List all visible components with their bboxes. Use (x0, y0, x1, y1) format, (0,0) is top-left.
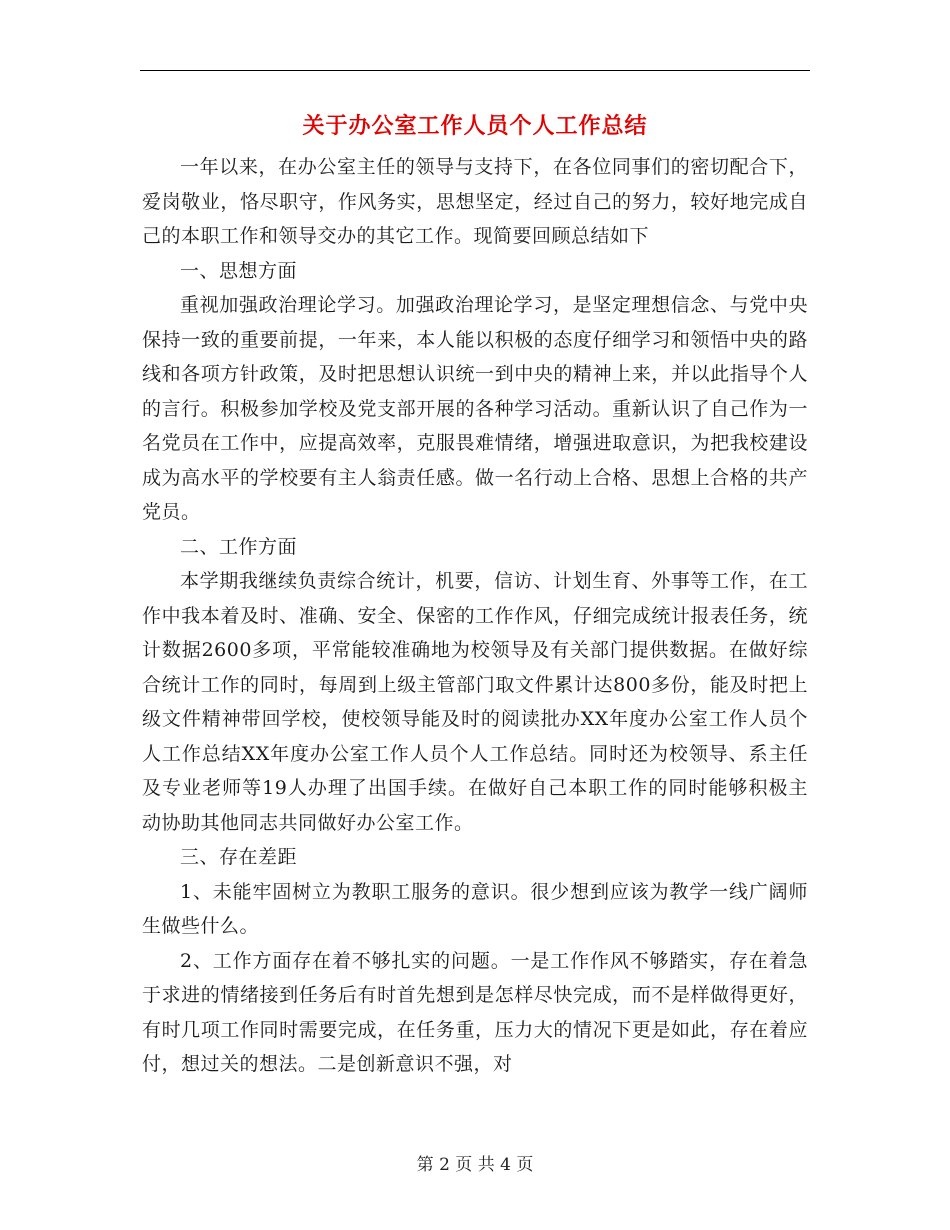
document-body (142, 150, 808, 1082)
section-heading-gaps: 三、存在差距 (180, 846, 298, 868)
page-footer: 第 2 页 共 4 页 (416, 1155, 534, 1175)
paragraph-gap-1: 1、未能牢固树立为教职工服务的意识。很少想到应该为教学一线广阔师生做些什么。 (142, 880, 808, 937)
paragraph-work: 本学期我继续负责综合统计，机要，信访、计划生育、外事等工作，在工作中我本着及时、准确、安全、保密的工作作风，仔细完成统计报表任务，统计数据2600多项，平常能较准确地为校领导及有关部门提供数据。在做好综合统计工作的同时，每周到上级主管部门取文件累计达800多份，能及时把上级文件精神带回学校，使校领导能及时的阅读批办XX年度办公室工作人员个人工作总结XX年度办公室工作人员个人工作总结。同时还为校领导、系主任及专业老师等19人办理了出国手续。在做好自己本职工作的同时能够积极主动协助其他同志共同做好办公室工作。 (142, 570, 808, 834)
section-heading-work: 二、工作方面 (180, 535, 298, 558)
section-heading-thought: 一、思想方面 (180, 259, 298, 282)
document-title: 关于办公室工作人员个人工作总结 (302, 113, 648, 139)
header-rule (140, 70, 810, 71)
paragraph-gap-2: 2、工作方面存在着不够扎实的问题。一是工作作风不够踏实，存在着急于求进的情绪接到任务后有时首先想到是怎样尽快完成，而不是样做得更好，有时几项工作同时需要完成，在任务重，压力大的情况下更是如此，存在着应付，想过关的想法。二是创新意识不强，对 (142, 949, 808, 1075)
paragraph-intro: 一年以来，在办公室主任的领导与支持下，在各位同事们的密切配合下，爱岗敬业，恪尽职守，作风务实，思想坚定，经过自己的努力，较好地完成自己的本职工作和领导交办的其它工作。现简要回顾总结如下 (142, 156, 808, 247)
paragraph-thought: 重视加强政治理论学习。加强政治理论学习，是坚定理想信念、与党中央保持一致的重要前提，一年来，本人能以积极的态度仔细学习和领悟中央的路线和各项方针政策，及时把思想认识统一到中央的精神上来，并以此指导个人的言行。积极参加学校及党支部开展的各种学习活动。重新认识了自己作为一名党员在工作中，应提高效率，克服畏难情绪，增强进取意识，为把我校建设成为高水平的学校要有主人翁责任感。做一名行动上合格、思想上合格的共产党员。 (142, 294, 808, 523)
